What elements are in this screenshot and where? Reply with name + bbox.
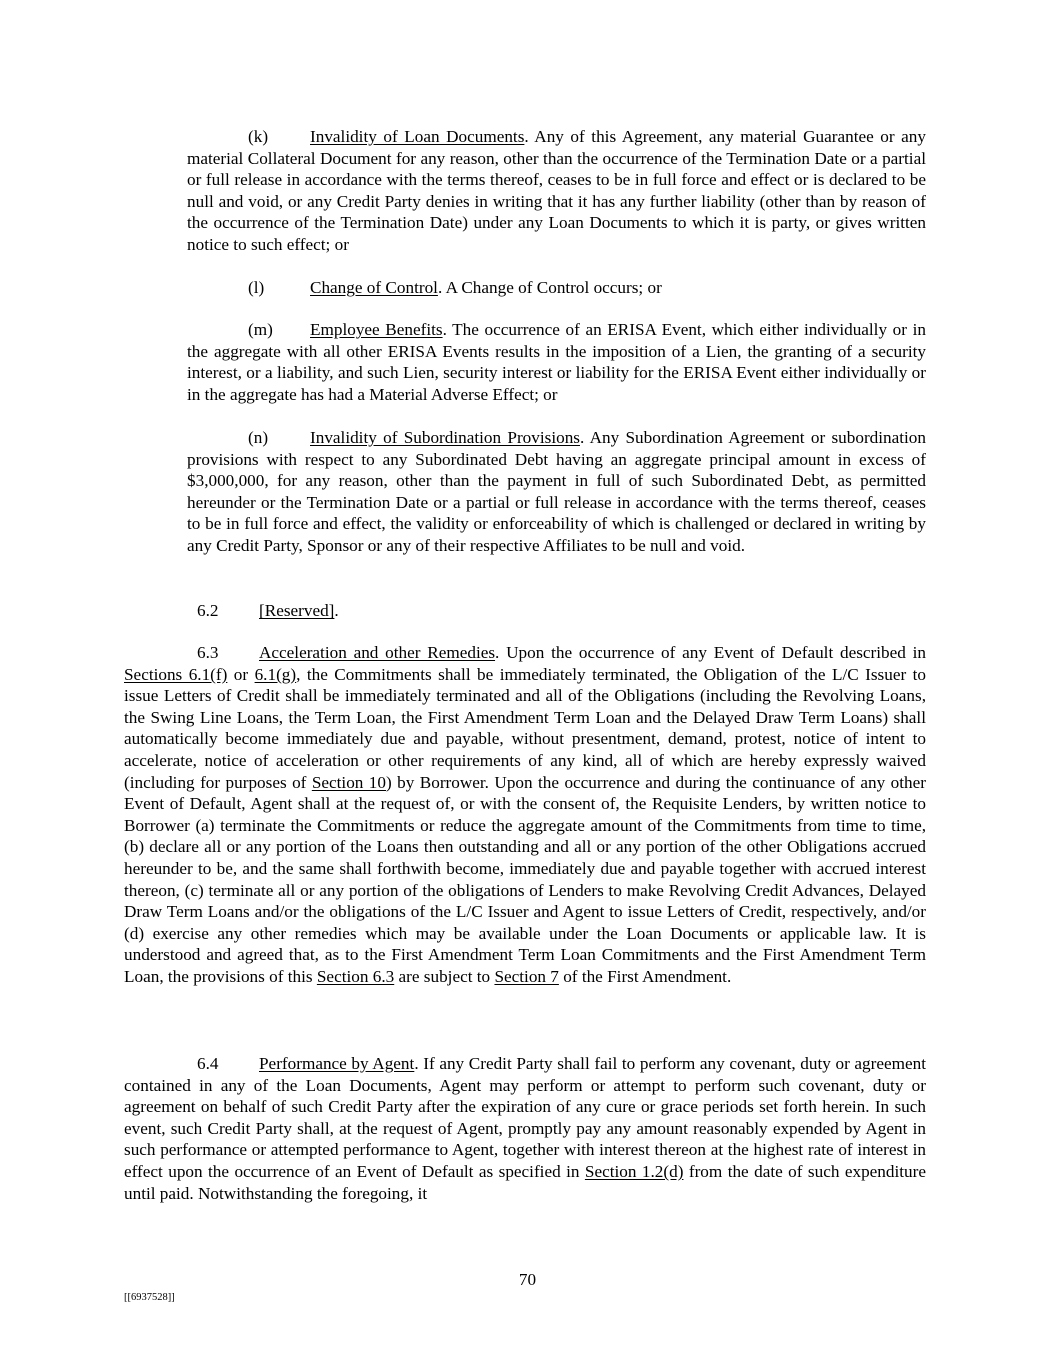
page-number: 70 — [518, 1270, 537, 1289]
section-text: or — [227, 664, 255, 684]
cross-reference: Sections 6.1(f) — [124, 664, 228, 684]
section-6-3 — [124, 642, 926, 988]
clause-heading: Change of Control — [310, 278, 438, 297]
clause-heading: Invalidity of Loan Documents — [310, 127, 525, 146]
section-6-4 — [124, 1053, 926, 1204]
section-number: 6.2 — [197, 601, 219, 620]
section-text: of the First Amendment. — [558, 966, 732, 986]
section-6-1-l — [187, 277, 926, 299]
clause-label: (l) — [248, 278, 265, 297]
section-6-2 — [124, 600, 926, 622]
section-heading: Performance by Agent — [259, 1054, 415, 1073]
section-heading: Acceleration and other Remedies — [259, 643, 496, 662]
section-text: . — [334, 601, 339, 620]
section-text: from the date of such expenditure until paid. Notwithstanding the foregoing, it — [124, 1161, 926, 1203]
section-heading: [Reserved] — [259, 601, 335, 620]
clause-label: (m) — [248, 320, 273, 339]
section-6-1-n — [187, 427, 926, 557]
clause-text: . The occurrence of an ERISA Event, which either individually or in the aggregate with all other ERISA Events results in the imposition of a Lien, the granting of a security interest, or a liability, and such Lien, security interest or liability for the ERISA Event either individually or in the aggregate has had a Material Adverse Effect; or — [187, 320, 926, 404]
section-text: . Upon the occurrence of any Event of Default described in — [495, 643, 926, 662]
clause-label: (n) — [248, 428, 269, 447]
clause-text: . Any Subordination Agreement or subordination provisions with respect to any Subordinated Debt having an aggregate principal amount in excess of $3,000,000, for any reason, other than the payment in full of such Subordinated Debt, as permitted hereunder or the Termination Date or a partial or full release in accordance with the terms thereof, ceases to be in full force and effect, the validity or enforceability of which is challenged or declared in writing by any Credit Party, Sponsor or any of their respective Affiliates to be null and void. — [187, 428, 926, 555]
section-text: ) by Borrower. Upon the occurrence and during the continuance of any other Event of Default, Agent shall at the request of, or with the consent of, the Requisite Lenders, by written notice to Borrower (a) terminate the Commitments or reduce the aggregate amount of the Commitments from time to time, (b) declare all or any portion of the Loans then outstanding and all or any portion of the other Obligations accrued hereunder to be, and the same shall forthwith become, immediately due and payable together with accrued interest thereon, (c) terminate all or any portion of the obligations of Lenders to make Revolving Credit Advances, Delayed Draw Term Loans and/or the obligations of the L/C Issuer and Agent to issue Letters of Credit, respectively, and/or (d) exercise any other remedies which may be available under the Loan Documents or applicable law. It is understood and agreed that, as to the First Amendment Term Loan Commitments and the First Amendment Term Loan, the provisions of this — [124, 772, 926, 986]
document-id: [[6937528]] — [124, 1292, 175, 1303]
clause-text: . A Change of Control occurs; or — [437, 278, 662, 297]
cross-reference: Section 6.3 — [316, 966, 395, 986]
section-text: . If any Credit Party shall fail to perform any covenant, duty or agreement contained in any of the Loan Documents, Agent may perform or attempt to perform such covenant, duty or agreement on behalf of such Credit Party after the expiration of any cure or grace periods set forth herein. In such event, such Credit Party shall, at the request of Agent, promptly pay any amount reasonably expended by Agent in such performance or attempted performance to Agent, together with interest thereon at the highest rate of interest in effect upon the occurrence of an Event of Default as specified in — [124, 1054, 927, 1181]
cross-reference: 6.1(g) — [254, 664, 297, 684]
section-number: 6.3 — [197, 643, 219, 662]
clause-text: . Any of this Agreement, any material Guarantee or any material Collateral Document for any reason, other than the occurrence of the Termination Date or a partial or full release in accordance with the terms thereof, ceases to be in full force and effect or is declared to be null and void, or any Credit Party denies in writing that it has any further liability (other than by reason of the occurrence of the Termination Date) under any Loan Documents to which it is party, or gives written notice to such effect; or — [187, 127, 926, 254]
section-text: are subject to — [394, 966, 495, 986]
section-6-1-m — [187, 319, 926, 405]
clause-label: (k) — [248, 127, 269, 146]
section-text: , the Commitments shall be immediately terminated, the Obligation of the L/C Issuer to issue Letters of Credit shall be immediately terminated and all of the Obligations (including the Revolving Loans, the Swing Line Loans, the Term Loan, the First Amendment Term Loan and the Delayed Draw Term Loans) shall automatically become immediately due and payable, without presentment, demand, protest, notice of intent to accelerate, notice of acceleration or other requirements of any kind, all of which are hereby expressly waived (including for purposes of — [124, 664, 926, 792]
section-number: 6.4 — [197, 1054, 219, 1073]
cross-reference: Section 10 — [311, 772, 386, 792]
cross-reference: Section 1.2(d) — [584, 1161, 684, 1181]
cross-reference: Section 7 — [494, 966, 559, 986]
clause-heading: Employee Benefits — [310, 320, 443, 339]
section-6-1-k — [187, 126, 926, 256]
clause-heading: Invalidity of Subordination Provisions — [310, 428, 580, 447]
